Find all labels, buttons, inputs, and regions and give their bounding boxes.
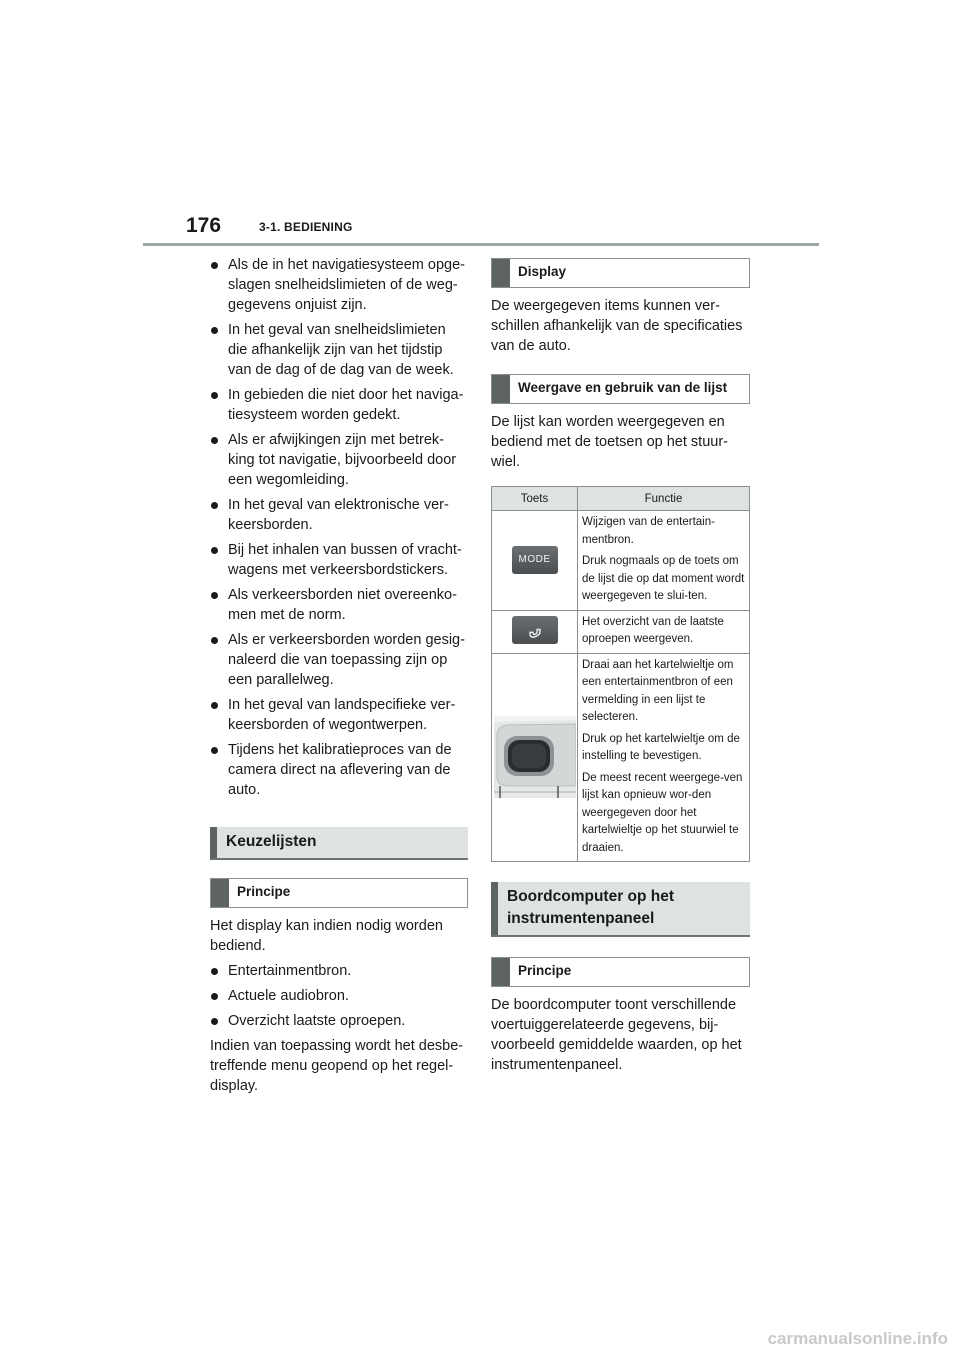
list-item: Als er afwijkingen zijn met betrek-king tot navigatie, bijvoorbeeld door een wegomleiding. [210,430,468,490]
bullet-icon [211,747,218,754]
heading-boordcomputer: Boordcomputer op het instrumentenpaneel [491,882,750,937]
list-item: In het geval van snelheidslimieten die afhankelijk zijn van het tijdstip van de dag of de dag van de week. [210,320,468,380]
description-text: Druk op het kartelwieltje om de instelling te bevestigen. [582,732,740,762]
bullet-icon [211,437,218,444]
bullet-icon [211,993,218,1000]
list-item: Entertainmentbron. [210,961,468,981]
heading-keuzelijsten: Keuzelijsten [210,827,468,860]
key-cell [492,610,578,653]
bullet-icon [211,547,218,554]
key-cell [492,653,578,862]
description-text: Druk nogmaals op de toets om de lijst die op dat moment wordt weergegeven te slui-ten. [582,555,745,602]
description-text: Wijzigen van de entertain-mentbron. [582,516,715,546]
column-header-functie: Functie [578,487,750,511]
description-cell [578,610,750,653]
left-column [210,255,468,1101]
list-item: In het geval van landspecifieke ver-keersborden of wegontwerpen. [210,695,468,735]
heading-display: Display [491,258,750,288]
table-header-row [492,487,750,511]
thumbwheel-icon [494,716,576,798]
closing-text: Indien van toepassing wordt het desbe-treffende menu geopend op het regel-display. [210,1038,464,1094]
display-text: De weergegeven items kunnen ver-schillen afhankelijk van de specificaties van de auto. [491,298,743,354]
list-item: Actuele audiobron. [210,986,468,1006]
description-text: De meest recent weergege-ven lijst kan opnieuw wor-den weergegeven door het kartelwieltje op het stuurwiel te draaien. [582,771,743,854]
function-table [491,486,750,862]
page-number: 176 [186,214,222,237]
bullet-icon [211,1018,218,1025]
bullet-icon [211,327,218,334]
description-text: Draai aan het kartelwieltje om een entertainmentbron of een vermelding in een lijst te selecteren. [582,658,734,723]
table-row [492,653,750,862]
bullet-icon [211,637,218,644]
table-row [492,511,750,611]
column-header-toets: Toets [492,487,578,511]
principe-list [210,961,468,1031]
right-column [491,258,750,1080]
phone-button-icon [512,616,558,644]
table-row [492,610,750,653]
heading-principe-2: Principe [491,957,750,987]
bullet-icon [211,392,218,399]
list-item: Als verkeersborden niet overeenko-men met de norm. [210,585,468,625]
bullet-icon [211,968,218,975]
boordcomputer-text: De boordcomputer toont verschillende voertuiggerelateerde gegevens, bij-voorbeeld gemiddelde waarden, op het instrumentenpaneel. [491,997,742,1073]
mode-button-icon: MODE [512,546,558,574]
description-cell [578,511,750,611]
bullet-icon [211,592,218,599]
bullet-icon [211,502,218,509]
watermark: carmanualsonline.info [767,1329,948,1348]
bullet-icon [211,262,218,269]
heading-weergave: Weergave en gebruik van de lijst [491,374,750,404]
description-text: Het overzicht van de laatste oproepen weergeven. [582,615,724,645]
key-cell [492,511,578,611]
description-cell [578,653,750,862]
list-item: Als er verkeersborden worden gesig-naleerd die van toepassing zijn op een parallelweg. [210,630,468,690]
list-item: In gebieden die niet door het naviga-tiesysteem worden gedekt. [210,385,468,425]
list-item: Overzicht laatste oproepen. [210,1011,468,1031]
heading-principe: Principe [210,878,468,908]
principe-text: Het display kan indien nodig worden bediend. [210,918,443,954]
bullet-icon [211,702,218,709]
section-title: 3-1. BEDIENING [259,220,353,234]
limitations-list [210,255,468,800]
list-item: Tijdens het kalibratieproces van de camera direct na aflevering van de auto. [210,740,468,800]
weergave-text: De lijst kan worden weergegeven en bediend met de toetsen op het stuur-wiel. [491,414,728,470]
header-divider [143,243,819,246]
list-item: Bij het inhalen van bussen of vracht-wagens met verkeersbordstickers. [210,540,468,580]
list-item: In het geval van elektronische ver-keersborden. [210,495,468,535]
list-item: Als de in het navigatiesysteem opge-slagen snelheidslimieten of de weg-gegevens onjuist zijn. [210,255,468,315]
